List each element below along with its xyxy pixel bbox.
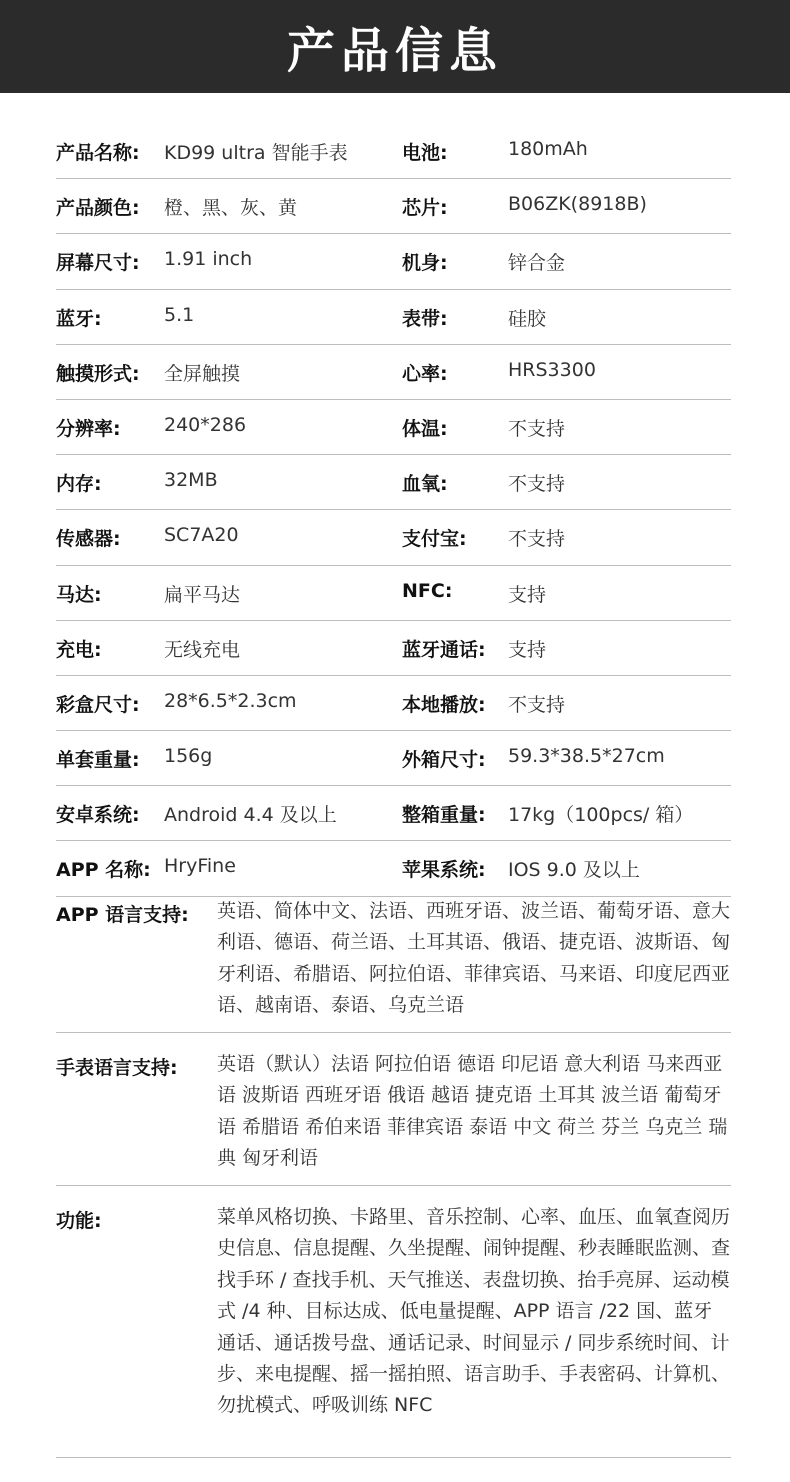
- spec-value-left: 156g: [164, 745, 213, 768]
- spec-row: [56, 400, 731, 455]
- spec-label-right: NFC:: [402, 579, 453, 602]
- watch-language-list: 英语（默认）法语 阿拉伯语 德语 印尼语 意大利语 马来西亚语 波斯语 西班牙语 俄语 越语 捷克语 土耳其 波兰语 葡萄牙语 希腊语 希伯来语 菲律宾语 泰语 中文 荷兰 芬兰 乌克兰 瑞典 匈牙利语: [217, 1053, 728, 1170]
- spec-row: [56, 124, 731, 179]
- spec-label-right: 表带:: [402, 307, 448, 330]
- spec-row: [56, 731, 731, 786]
- spec-label-left: 分辨率:: [56, 417, 121, 440]
- app-language-section: [56, 880, 731, 1033]
- page-title: 产品信息: [286, 23, 503, 79]
- spec-label-left: 充电:: [56, 638, 102, 661]
- spec-label-right: 整箱重量:: [402, 804, 486, 827]
- spec-row: [56, 786, 731, 841]
- spec-value-left: 28*6.5*2.3cm: [164, 689, 297, 712]
- spec-value-right: 不支持: [508, 693, 566, 716]
- watch-language-section: [56, 1033, 731, 1186]
- spec-label-left: 彩盒尺寸:: [56, 693, 140, 716]
- spec-row: [56, 510, 731, 565]
- spec-value-left: 全屏触摸: [164, 362, 241, 385]
- spec-row: [56, 621, 731, 676]
- spec-value-right: 硅胶: [508, 307, 547, 330]
- spec-label-left: 产品颜色:: [56, 197, 140, 220]
- spec-value-right: 支持: [508, 583, 547, 606]
- spec-value-right: 180mAh: [508, 138, 588, 160]
- spec-table: [56, 124, 731, 897]
- spec-value-right: 不支持: [508, 417, 566, 440]
- header-banner: [0, 0, 790, 93]
- spec-value-right: 支持: [508, 638, 547, 661]
- spec-label-right: 体温:: [402, 417, 448, 440]
- spec-label-left: 产品名称:: [56, 142, 140, 164]
- functions-section: [56, 1186, 731, 1458]
- spec-row: [56, 234, 731, 289]
- spec-label-right: 机身:: [402, 252, 448, 275]
- spec-label-left: 马达:: [56, 583, 102, 606]
- spec-value-left: KD99 ultra 智能手表: [164, 142, 348, 164]
- spec-value-left: HryFine: [164, 855, 236, 878]
- functions-list: 菜单风格切换、卡路里、音乐控制、心率、血压、血氧查阅历史信息、信息提醒、久坐提醒、闹钟提醒、秒表睡眠监测、查找手环 / 查找手机、天气推送、表盘切换、抬手亮屏、运动模式 /4 种、目标达成、低电量提醒、APP 语言 /22 国、蓝牙通话、通话拨号盘、通话记录、时间显示 / 同步系统时间、计步、来电提醒、摇一摇拍照、语言助手、手表密码、计算机、勿扰模式、呼吸训练 NFC: [217, 1206, 731, 1417]
- spec-label-right: 本地播放:: [402, 693, 486, 716]
- app-language-list: 英语、简体中文、法语、西班牙语、波兰语、葡萄牙语、意大利语、德语、荷兰语、土耳其语、俄语、捷克语、波斯语、匈牙利语、希腊语、阿拉伯语、菲律宾语、马来语、印度尼西亚语、越南语、泰语、乌克兰语: [217, 900, 731, 1017]
- app-language-label: APP 语言支持:: [56, 904, 189, 926]
- spec-value-right: HRS3300: [508, 358, 596, 381]
- spec-row: [56, 345, 731, 400]
- spec-value-right: 不支持: [508, 473, 566, 496]
- spec-label-left: 单套重量:: [56, 749, 140, 772]
- spec-value-right: 锌合金: [508, 252, 566, 275]
- spec-value-right: IOS 9.0 及以上: [508, 859, 640, 882]
- spec-value-left: 240*286: [164, 413, 247, 436]
- spec-row: [56, 179, 731, 234]
- watch-language-label: 手表语言支持:: [56, 1057, 178, 1079]
- spec-label-right: 蓝牙通话:: [402, 638, 486, 661]
- functions-label: 功能:: [56, 1210, 102, 1232]
- spec-value-left: 扁平马达: [164, 583, 241, 606]
- spec-label-right: 心率:: [402, 362, 448, 385]
- spec-row: [56, 566, 731, 621]
- spec-label-right: 芯片:: [402, 197, 448, 220]
- spec-label-right: 电池:: [402, 142, 448, 164]
- spec-label-left: 传感器:: [56, 528, 121, 551]
- spec-value-left: 5.1: [164, 303, 195, 326]
- spec-value-left: 无线充电: [164, 638, 241, 661]
- spec-label-left: 触摸形式:: [56, 362, 140, 385]
- spec-row: [56, 455, 731, 510]
- spec-value-right: 59.3*38.5*27cm: [508, 745, 665, 768]
- spec-row: [56, 676, 731, 731]
- spec-label-right: 支付宝:: [402, 528, 467, 551]
- spec-value-left: Android 4.4 及以上: [164, 804, 337, 827]
- spec-label-left: 蓝牙:: [56, 307, 102, 330]
- spec-label-left: 安卓系统:: [56, 804, 140, 827]
- spec-row: [56, 290, 731, 345]
- spec-value-left: 32MB: [164, 469, 218, 492]
- spec-value-right: B06ZK(8918B): [508, 193, 647, 216]
- spec-value-right: 17kg（100pcs/ 箱）: [508, 804, 694, 827]
- spec-value-left: 1.91 inch: [164, 248, 253, 271]
- spec-label-left: 内存:: [56, 473, 102, 496]
- spec-label-right: 苹果系统:: [402, 859, 486, 882]
- spec-label-right: 外箱尺寸:: [402, 749, 486, 772]
- spec-value-left: 橙、黑、灰、黄: [164, 197, 298, 220]
- spec-label-left: 屏幕尺寸:: [56, 252, 140, 275]
- spec-label-left: APP 名称:: [56, 859, 151, 882]
- spec-label-right: 血氧:: [402, 473, 448, 496]
- spec-value-left: SC7A20: [164, 524, 239, 547]
- spec-value-right: 不支持: [508, 528, 566, 551]
